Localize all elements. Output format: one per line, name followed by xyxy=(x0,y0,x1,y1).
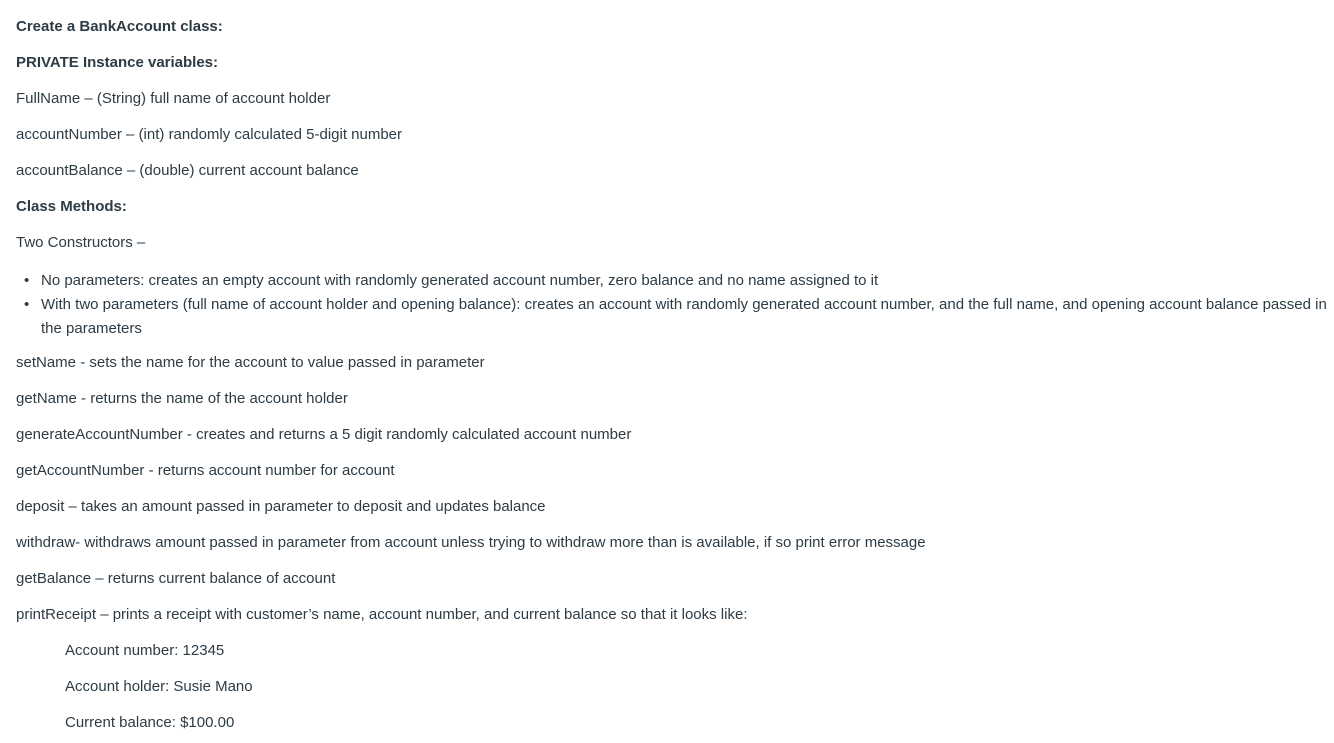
method-getname: getName - returns the name of the account holder xyxy=(16,390,348,407)
bullet-icon: • xyxy=(24,272,30,289)
constructor-two-params: With two parameters (full name of account holder and opening balance): creates an account with randomly generated account number, and the full name, and opening account balance passed in the parameters xyxy=(41,296,1327,337)
method-generateaccountnumber: generateAccountNumber - creates and returns a 5 digit randomly calculated account number xyxy=(16,426,632,443)
instance-variable-accountbalance: accountBalance – (double) current account balance xyxy=(16,162,359,179)
page-title: Create a BankAccount class: xyxy=(16,18,223,35)
bullet-icon: • xyxy=(24,296,30,313)
class-methods-heading: Class Methods: xyxy=(16,198,127,215)
method-getbalance: getBalance – returns current balance of account xyxy=(16,570,336,587)
instance-variables-heading: PRIVATE Instance variables: xyxy=(16,54,219,71)
list-item xyxy=(24,293,1334,341)
method-deposit: deposit – takes an amount passed in parameter to deposit and updates balance xyxy=(16,498,546,515)
constructor-no-params: No parameters: creates an empty account with randomly generated account number, zero balance and no name assigned to it xyxy=(41,272,879,289)
instance-variable-accountnumber: accountNumber – (int) randomly calculated 5-digit number xyxy=(16,126,403,143)
list-item xyxy=(24,269,1334,293)
constructors-intro: Two Constructors – xyxy=(16,234,146,251)
receipt-current-balance: Current balance: $100.00 xyxy=(65,714,235,731)
method-getaccountnumber: getAccountNumber - returns account number for account xyxy=(16,462,395,479)
method-setname: setName - sets the name for the account to value passed in parameter xyxy=(16,354,485,371)
instance-variable-fullname: FullName – (String) full name of account holder xyxy=(16,90,331,107)
receipt-account-holder: Account holder: Susie Mano xyxy=(65,678,253,695)
constructors-list xyxy=(16,269,1334,341)
method-printreceipt: printReceipt – prints a receipt with customer’s name, account number, and current balance so that it looks like: xyxy=(16,606,748,623)
receipt-account-number: Account number: 12345 xyxy=(65,642,225,659)
method-withdraw: withdraw- withdraws amount passed in parameter from account unless trying to withdraw more than is available, if so print error message xyxy=(16,534,926,551)
